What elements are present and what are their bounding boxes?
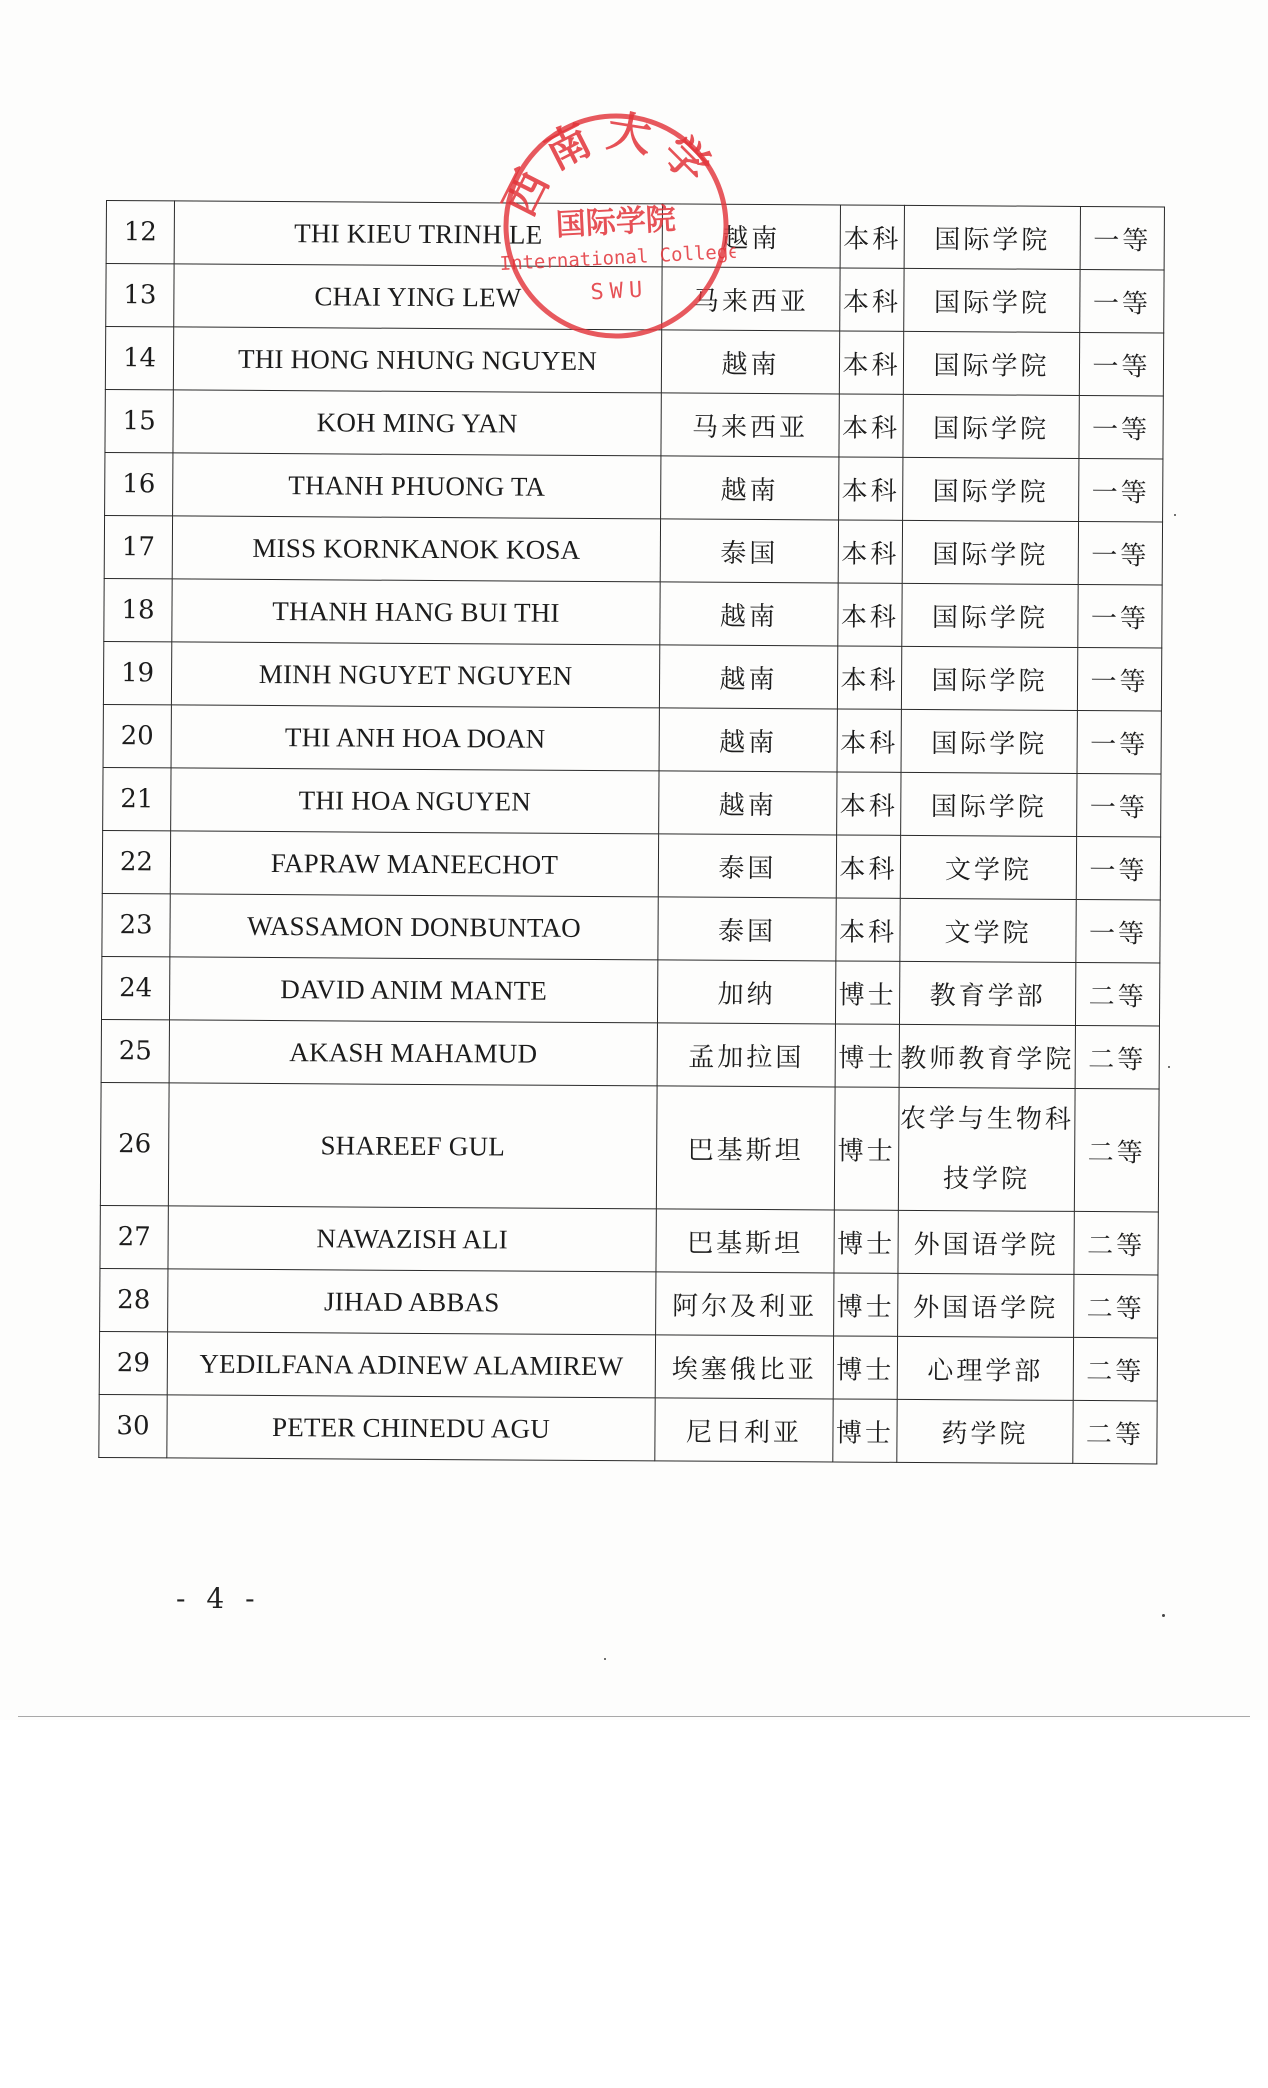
prize-grade: 二等: [1073, 1400, 1157, 1464]
college-name: 文学院: [900, 898, 1076, 962]
prize-grade: 二等: [1073, 1337, 1157, 1401]
college-name: 文学院: [900, 835, 1076, 899]
study-level: 本科: [838, 520, 902, 583]
study-level: 本科: [836, 898, 900, 961]
college-name: 国际学院: [903, 394, 1079, 458]
student-country: 尼日利亚: [655, 1398, 833, 1462]
row-number: 27: [100, 1205, 168, 1268]
student-name: MINH NGUYET NGUYEN: [171, 642, 659, 708]
table-row: [105, 389, 1163, 458]
table-row: [100, 1082, 1159, 1211]
table-row: [102, 830, 1160, 899]
prize-grade: 二等: [1074, 1088, 1159, 1212]
table-row: [104, 515, 1162, 584]
student-country: 巴基斯坦: [656, 1209, 834, 1273]
student-name: AKASH MAHAMUD: [169, 1020, 657, 1086]
table-row: [100, 1205, 1158, 1274]
student-country: 越南: [659, 708, 837, 772]
table-row: [103, 641, 1161, 710]
row-number: 23: [102, 893, 170, 956]
prize-grade: 一等: [1080, 269, 1164, 333]
row-number: 13: [106, 264, 174, 327]
table-row: [102, 893, 1160, 962]
college-name: 国际学院: [904, 268, 1080, 332]
college-name: 国际学院: [901, 646, 1077, 710]
prize-grade: 一等: [1079, 395, 1163, 459]
study-level: 博士: [834, 1087, 899, 1210]
student-country: 泰国: [658, 897, 836, 961]
student-country: 越南: [659, 771, 837, 835]
prize-grade: 一等: [1077, 773, 1161, 837]
row-number: 15: [105, 389, 173, 452]
study-level: 本科: [837, 646, 901, 709]
student-name: THANH PHUONG TA: [173, 453, 661, 519]
page-number: - 4 -: [176, 1582, 261, 1615]
college-name-line-2: 技学院: [942, 1164, 1031, 1195]
seal-top-text: 西南大学: [493, 105, 727, 225]
study-level: 本科: [839, 394, 903, 457]
student-name: THI HONG NHUNG NGUYEN: [173, 327, 661, 393]
student-name: DAVID ANIM MANTE: [169, 957, 657, 1023]
scan-speck: [604, 1658, 606, 1660]
seal-middle-text: 国际学院: [554, 201, 677, 244]
prize-grade: 一等: [1078, 584, 1162, 648]
student-name: KOH MING YAN: [173, 390, 661, 456]
study-level: 本科: [836, 835, 900, 898]
seal-english-text: International College: [499, 240, 741, 276]
college-name: 国际学院: [902, 583, 1078, 647]
study-level: 本科: [840, 205, 904, 268]
student-country: 越南: [662, 204, 840, 268]
study-level: 博士: [835, 961, 899, 1024]
table-row: [103, 767, 1161, 836]
study-level: 博士: [833, 1336, 897, 1399]
student-country: 马来西亚: [662, 267, 840, 331]
student-country: 越南: [659, 645, 837, 709]
student-country: 越南: [661, 330, 839, 394]
college-name: 国际学院: [901, 772, 1077, 836]
study-level: 博士: [834, 1210, 898, 1273]
college-name: 教育学部: [899, 961, 1075, 1025]
row-number: 22: [102, 830, 170, 893]
student-country: 阿尔及利亚: [656, 1272, 834, 1336]
table-row: [99, 1394, 1157, 1463]
seal-bottom-text: SWU: [589, 277, 649, 306]
award-list-table: [98, 200, 1165, 1464]
row-number: 12: [106, 201, 174, 264]
student-name: THI HOA NGUYEN: [171, 768, 659, 834]
student-name: MISS KORNKANOK KOSA: [172, 516, 660, 582]
student-name: SHAREEF GUL: [168, 1083, 657, 1209]
page-edge-divider: [18, 1716, 1250, 1717]
student-country: 泰国: [658, 834, 836, 898]
study-level: 博士: [834, 1273, 898, 1336]
scan-speck: [1174, 514, 1176, 516]
row-number: 29: [99, 1331, 167, 1394]
student-name: YEDILFANA ADINEW ALAMIREW: [167, 1332, 655, 1398]
prize-grade: 一等: [1080, 206, 1164, 270]
prize-grade: 二等: [1075, 1025, 1159, 1089]
row-number: 20: [103, 704, 171, 767]
student-name: THANH HANG BUI THI: [172, 579, 660, 645]
prize-grade: 二等: [1074, 1274, 1158, 1338]
student-name: CHAI YING LEW: [174, 264, 662, 330]
row-number: 17: [104, 515, 172, 578]
student-country: 泰国: [660, 519, 838, 583]
college-name-line-1: 农学与生物科: [899, 1103, 1074, 1135]
prize-grade: 一等: [1076, 899, 1160, 963]
study-level: 本科: [838, 583, 902, 646]
college-name: 国际学院: [904, 205, 1080, 269]
college-name: 国际学院: [903, 457, 1079, 521]
student-name: WASSAMON DONBUNTAO: [170, 894, 658, 960]
study-level: 本科: [837, 772, 901, 835]
student-country: 埃塞俄比亚: [655, 1335, 833, 1399]
row-number: 14: [105, 327, 173, 390]
scan-speck: [1162, 1614, 1165, 1617]
prize-grade: 一等: [1079, 332, 1163, 396]
study-level: 本科: [839, 457, 903, 520]
row-number: 26: [100, 1082, 169, 1205]
college-name: 教师教育学院: [899, 1024, 1075, 1088]
row-number: 21: [103, 767, 171, 830]
college-name: 心理学部: [897, 1336, 1073, 1400]
table-row: [101, 956, 1159, 1025]
study-level: 博士: [835, 1024, 899, 1087]
study-level: 博士: [833, 1399, 897, 1462]
prize-grade: 一等: [1079, 458, 1163, 522]
red-official-seal: [492, 102, 740, 350]
prize-grade: 二等: [1074, 1211, 1158, 1275]
student-name: NAWAZISH ALI: [168, 1206, 656, 1272]
student-country: 巴基斯坦: [656, 1086, 835, 1210]
student-country: 越南: [660, 582, 838, 646]
row-number: 24: [101, 956, 169, 1019]
row-number: 18: [104, 578, 172, 641]
prize-grade: 一等: [1078, 521, 1162, 585]
college-name: [898, 1087, 1075, 1211]
prize-grade: 一等: [1076, 836, 1160, 900]
row-number: 30: [99, 1394, 167, 1457]
scan-speck: [1168, 1066, 1170, 1068]
student-name: THI ANH HOA DOAN: [171, 705, 659, 771]
student-country: 加纳: [657, 960, 835, 1024]
table-row: [105, 452, 1163, 521]
student-country: 孟加拉国: [657, 1023, 835, 1087]
study-level: 本科: [837, 709, 901, 772]
row-number: 28: [100, 1268, 168, 1331]
row-number: 25: [101, 1019, 169, 1082]
college-name: 国际学院: [902, 520, 1078, 584]
student-name: JIHAD ABBAS: [168, 1269, 656, 1335]
prize-grade: 一等: [1077, 710, 1161, 774]
table-row: [100, 1268, 1158, 1337]
college-name: 药学院: [897, 1399, 1073, 1463]
prize-grade: 二等: [1075, 962, 1159, 1026]
row-number: 16: [105, 452, 173, 515]
student-name: THI KIEU TRINH LE: [174, 201, 662, 267]
study-level: 本科: [839, 331, 903, 394]
table-row: [101, 1019, 1159, 1088]
study-level: 本科: [840, 268, 904, 331]
student-name: FAPRAW MANEECHOT: [170, 831, 658, 897]
table-row: [104, 578, 1162, 647]
table-row: [99, 1331, 1157, 1400]
college-name: 外国语学院: [898, 1210, 1074, 1274]
student-country: 越南: [661, 456, 839, 520]
row-number: 19: [103, 641, 171, 704]
student-name: PETER CHINEDU AGU: [167, 1395, 655, 1461]
college-name: 外国语学院: [898, 1273, 1074, 1337]
prize-grade: 一等: [1077, 647, 1161, 711]
table-row: [103, 704, 1161, 773]
student-country: 马来西亚: [661, 393, 839, 457]
college-name: 国际学院: [903, 331, 1079, 395]
college-name: 国际学院: [901, 709, 1077, 773]
